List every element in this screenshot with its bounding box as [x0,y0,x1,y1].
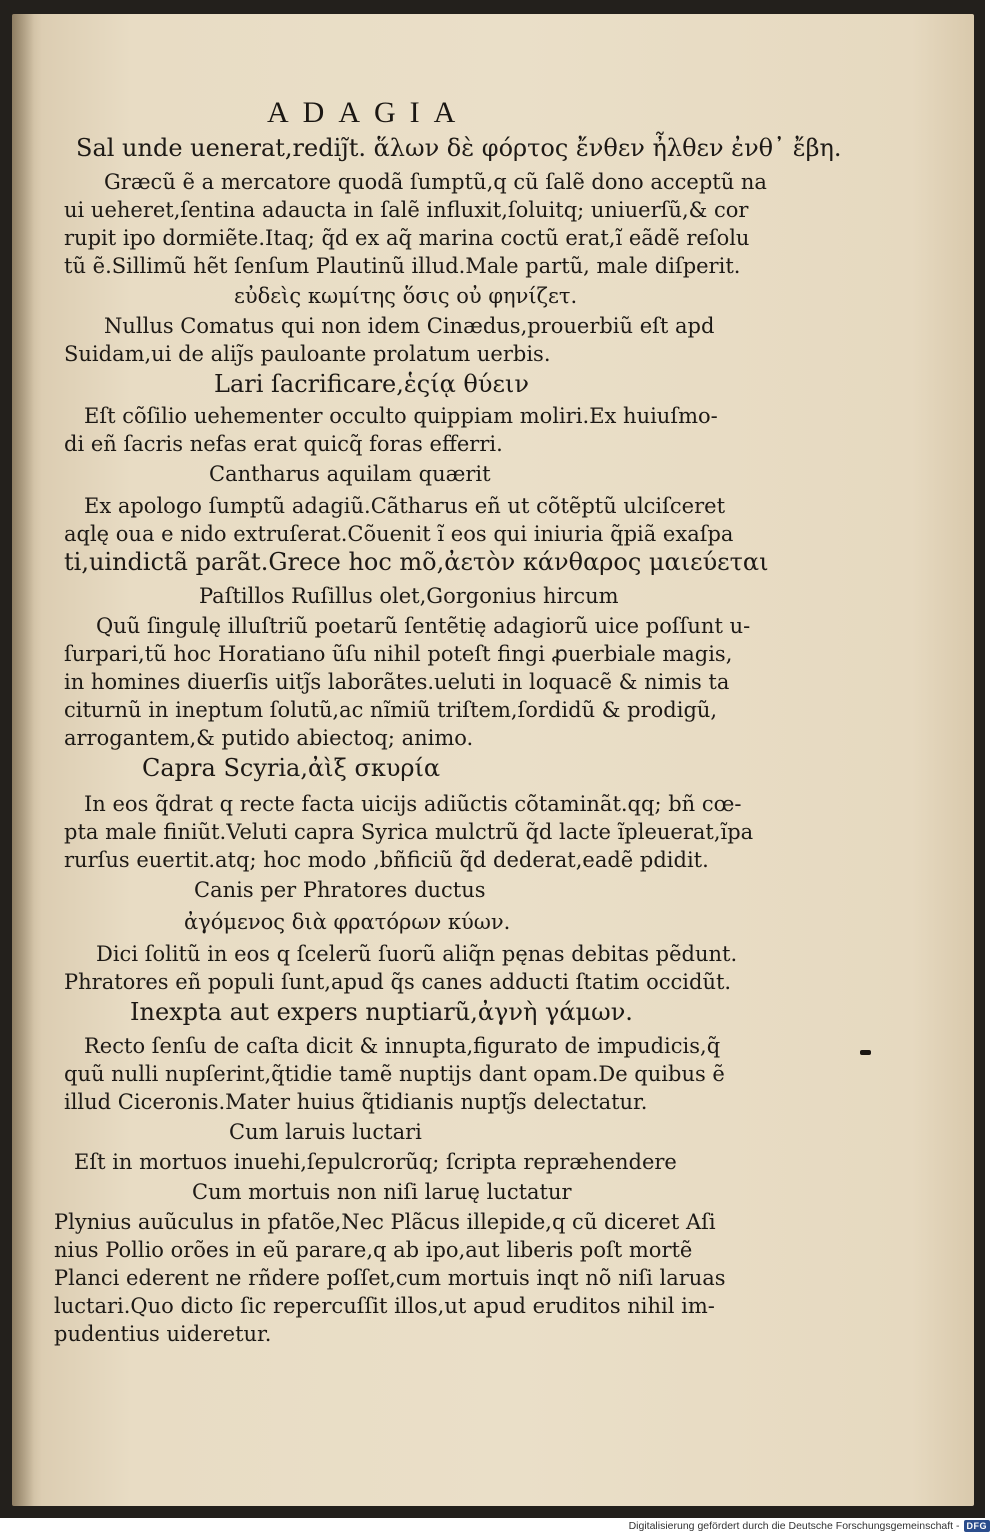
text-line: illud Ciceronis.Mater huius q̃tidianis nuptȷ̃s delectatur. [64,1090,648,1114]
text-line: quũ nulli nupſerint,q̃tidie tamẽ nuptijs dant opam.De quibus ẽ [64,1062,725,1086]
text-line: Quũ ſingulę illuſtriũ poetarũ ſentẽtię adagiorũ uice poſſunt u- [96,614,751,638]
text-line: tũ ẽ.Sillimũ hẽt ſenſum Plautinũ illud.Male partũ, male diſperit. [64,254,741,278]
text-line: ui ueheret,ſentina adaucta in ſalẽ influxit,ſoluitq; uniuerſũ,& cor [64,198,749,222]
text-line: pudentius uideretur. [54,1322,272,1346]
text-line: In eos q̃drat q recte facta uicijs adiũctis cõtaminãt.qq; bñ cœ- [84,792,742,816]
text-line: Cum laruis luctari [229,1120,422,1144]
text-line: luctari.Quo dicto ſic repercuſſit illos,ut apud eruditos nihil im- [54,1294,715,1318]
fold-shadow [12,14,34,1506]
ink-mark [860,1050,871,1055]
text-line: aqlę oua e nido extruſerat.Cõuenit ĩ eos qui iniuria q̃piã exaſpa [64,522,734,546]
text-line: Dici ſolitũ in eos q ſcelerũ ſuorũ aliq̃n pęnas debitas pẽdunt. [96,942,738,966]
digitization-footer [629,1518,990,1534]
text-line: Phratores eñ populi ſunt,apud q̃s canes adducti ſtatim occidũt. [64,970,732,994]
text-line: di eñ ſacris nefas erat quicq̃ foras efferri. [64,432,503,456]
text-line: nius Pollio orões in eũ parare,q ab ipo,aut liberis poſt mortẽ [54,1238,693,1262]
text-line: Ex apologo ſumptũ adagiũ.Cãtharus eñ ut cõtẽptũ ulciſceret [84,494,726,518]
text-line: Eſt in mortuos inuehi,ſepulcrorũq; ſcripta repræhendere [74,1150,677,1174]
running-head: ADAGIA [267,96,470,129]
text-line: arrogantem,& putido abiectoq; animo. [64,726,474,750]
text-line: Canis per Phratores ductus [194,878,486,902]
text-line: Cum mortuis non niſi laruę luctatur [192,1180,572,1204]
text-line: Sal unde uenerat,rediȷ̃t. ἅλων δὲ φόρτος ἔνθεν ἦλθεν ἐνθ᾽ ἔβη. [76,134,842,162]
text-line: εὐδεὶς κωμίτης ὅσις οὐ φηνίζετ. [234,284,578,308]
text-line: Græcũ ẽ a mercatore quodã ſumptũ,q cũ ſalẽ dono acceptũ na [104,170,767,194]
book-page [12,14,974,1506]
text-line: Paſtillos Ruſillus olet,Gorgonius hircum [199,584,619,608]
text-line: ti,uindictã parãt.Grece hoc mõ,ἀετὸν κάνθαρος μαιεύεται [64,548,769,576]
footer-credit: Digitalisierung gefördert durch die Deutsche Forschungsgemeinschaft - [628,1520,960,1532]
text-line: Plynius auũculus in pfatõe,Nec Plãcus illepide,q cũ diceret Aſi [54,1210,716,1234]
text-line: citurnũ in ineptum ſolutũ,ac nĩmiũ triſtem,ſordidũ & prodigũ, [64,698,718,722]
text-line: in homines diuerſis uitȷ̃s laborãtes.ueluti in loquacẽ & nimis ta [64,670,730,694]
text-line: Planci ederent ne rñdere poſſet,cum mortuis inqt nõ niſi laruas [54,1266,726,1290]
text-line: ſurpari,tũ hoc Horatiano ũſu nihil poteſt fingi ꝓuerbiale magis, [64,642,733,666]
text-line: Suidam,ui de aliȷ̃s pauloante prolatum uerbis. [64,342,551,366]
text-line: Cantharus aquilam quærit [209,462,491,486]
text-line: Nullus Comatus qui non idem Cinædus,prouerbiũ eſt apd [104,314,715,338]
text-line: rurſus euertit.atq; hoc modo ,bñficiũ q̃d dederat,eadẽ pdidit. [64,848,709,872]
text-line: Eſt cõſilio uehementer occulto quippiam moliri.Ex huiuſmo- [84,404,718,428]
text-line: rupit ipo dormiẽte.Itaq; q̃d ex aq̃ marina coctũ erat,ĩ eãdẽ reſolu [64,226,750,250]
text-line: Inexpta aut expers nuptiarũ,ἀγνὴ γάμων. [130,998,633,1026]
text-line: pta male finiũt.Veluti capra Syrica mulctrũ q̃d lacte ĩpleuerat,ĩpa [64,820,754,844]
text-line: ἀγόμενος διὰ φρατόρων κύων. [184,910,511,934]
text-line: Capra Scyria,ἀὶξ σκυρία [142,754,441,782]
text-line: Recto ſenſu de caſta dicit & innupta,figurato de impudicis,q̃ [84,1034,721,1058]
dfg-logo: DFG [964,1520,991,1532]
text-line: Lari ſacrificare,ἑςίᾳ θύειν [214,370,529,398]
